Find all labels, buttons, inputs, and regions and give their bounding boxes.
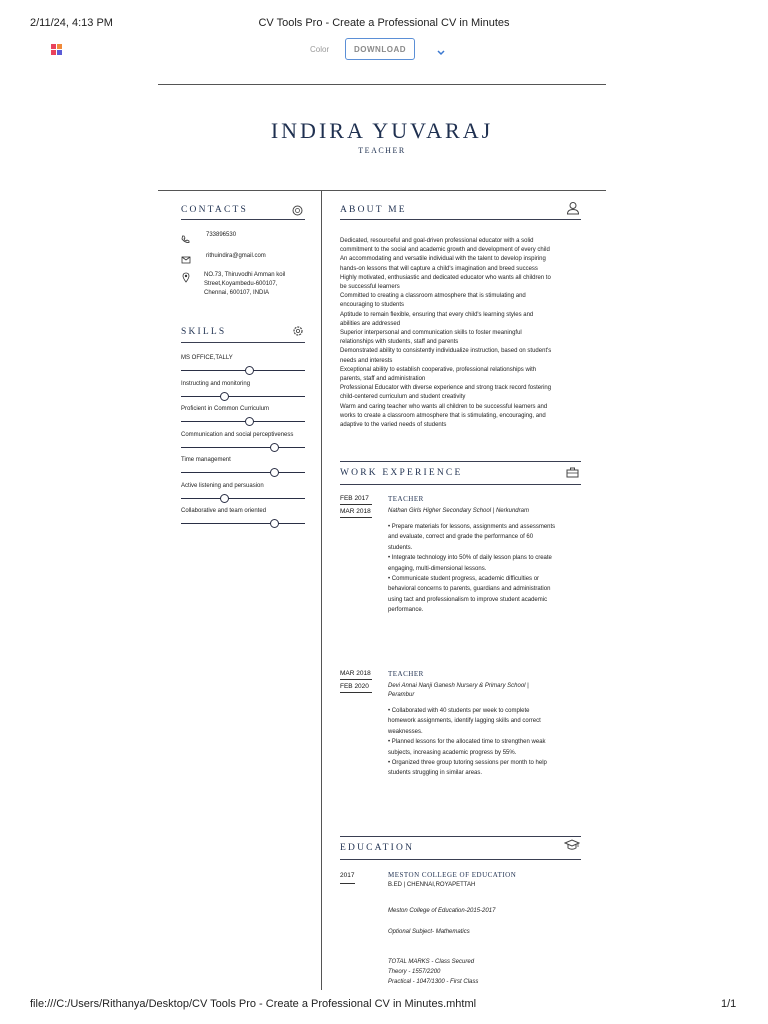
skill-label: Proficient in Common Curriculum — [181, 406, 270, 412]
header-rule — [158, 190, 606, 191]
job-title: TEACHER — [388, 495, 424, 503]
about-line: Exceptional ability to establish cooperative, professional relationships with — [340, 366, 537, 373]
skill-slider-track — [181, 421, 305, 422]
job-bullet-line: • Communicate student progress, academic difficulties or — [388, 576, 540, 583]
job-bullet-line: students struggling in similar areas. — [388, 770, 483, 777]
skill-slider-knob — [220, 392, 229, 401]
date-underline — [340, 504, 372, 505]
job-bullet-line: engaging, multi-dimensional lessons. — [388, 565, 487, 572]
skill-label: Time management — [181, 457, 231, 463]
job-bullet-line: • Integrate technology into 50% of daily lesson plans to create — [388, 555, 552, 562]
job-bullet-line: performance. — [388, 607, 424, 614]
work-rule — [340, 484, 581, 485]
about-line: encouraging to students — [340, 302, 405, 309]
skill-slider-knob — [270, 443, 279, 452]
address-line: NO.73, Thiruvodhi Amman koil — [204, 272, 286, 278]
skill-slider-track — [181, 472, 305, 473]
job-title: TEACHER — [388, 670, 424, 678]
skill-slider-knob — [220, 494, 229, 503]
column-divider — [321, 190, 322, 990]
date-underline — [340, 692, 372, 693]
about-line: Warm and caring teacher who wants all children to be successful learners and — [340, 403, 548, 410]
education-title: EDUCATION — [340, 843, 415, 853]
about-line: be successful learners — [340, 284, 400, 291]
org-line: Perambur — [388, 692, 415, 698]
app-logo-icon — [51, 44, 63, 56]
about-line: Aptitude to remain flexible, ensuring that every child's learning styles and — [340, 311, 534, 318]
job-bullet-line: homework assignments, identify lagging skills and correct — [388, 718, 541, 725]
work-top-rule — [340, 461, 581, 462]
job-bullet-line: behavioral concerns to parents, guardians and administration — [388, 586, 551, 593]
skill-slider-track — [181, 498, 305, 499]
job-bullet-line: weaknesses. — [388, 728, 423, 735]
education-detail: TOTAL MARKS - Class Secured — [388, 959, 475, 965]
email-icon — [181, 251, 191, 269]
contacts-title: CONTACTS — [181, 205, 248, 215]
print-footer-path: file:///C:/Users/Rithanya/Desktop/CV Tools Pro - Create a Professional CV in Minutes.mhtml — [30, 998, 477, 1010]
education-degree: B.ED | CHENNAI,ROYAPETTAH — [388, 882, 476, 888]
about-text — [340, 237, 585, 430]
about-line: adaptive to the varied needs of students — [340, 422, 447, 429]
job-bullet-line: students. — [388, 544, 413, 551]
date-underline — [340, 679, 372, 680]
education-top-rule — [340, 836, 581, 837]
about-line: An accommodating and versatile individual with the talent to develop inspiring — [340, 256, 546, 263]
about-line: child-centered curriculum and student creativity — [340, 394, 466, 401]
about-line: Committed to creating a classroom atmosphere that is stimulating and — [340, 293, 526, 300]
job-end-date: FEB 2020 — [340, 683, 369, 690]
about-line: works to create a classroom atmosphere that is stimulating, encouraging, and — [340, 412, 546, 419]
contact-phone: 733896530 — [206, 232, 237, 238]
contact-email: rithuindira@gmail.com — [206, 253, 266, 259]
about-line: commitment to the social and academic growth and development of every child — [340, 247, 550, 254]
skill-slider-track — [181, 523, 305, 524]
about-line: Dedicated, resourceful and goal-driven professional educator with a solid — [340, 238, 534, 244]
address-line: Chennai, 600107, INDIA — [204, 290, 270, 297]
about-line: Highly motivated, enthusiastic and dedicated educator who wants all children to — [340, 274, 551, 281]
user-icon — [566, 201, 580, 220]
job-bullet-line: • Planned lessons for the allocated time to strengthen weak — [388, 739, 546, 746]
skill-label: Communication and social perceptiveness — [181, 431, 294, 438]
about-line: needs and interests — [340, 357, 393, 364]
resume-role: TEACHER — [358, 146, 406, 155]
resume-name: INDIRA YUVARAJ — [270, 118, 494, 143]
download-button[interactable]: DOWNLOAD — [345, 38, 415, 60]
skill-label: Active listening and persuasion — [181, 482, 264, 489]
org-line: Devi Annai Nanji Ganesh Nursery & Primary School | — [388, 683, 529, 689]
skills-title: SKILLS — [181, 327, 227, 337]
date-underline — [340, 517, 372, 518]
job-bullet-line: • Collaborated with 40 students per week to complete — [388, 708, 530, 714]
skill-slider-track — [181, 447, 305, 448]
job-organization — [388, 682, 529, 700]
skill-slider-knob — [245, 366, 254, 375]
education-detail: Theory - 1557/2200 — [388, 969, 441, 975]
about-line: abilities are addressed — [340, 320, 401, 327]
address-line: Street,Koyambedu-600107, — [204, 281, 278, 288]
education-detail: Practical - 1047/1300 - First Class — [388, 979, 479, 985]
gear-icon — [292, 324, 304, 342]
briefcase-icon — [566, 465, 579, 483]
job-organization: Nathan Girls Higher Secondary School | Nerkundram — [388, 508, 529, 514]
job-bullets — [388, 706, 583, 779]
job-end-date: MAR 2018 — [340, 508, 371, 515]
skill-label: MS OFFICE,TALLY — [181, 355, 233, 361]
job-bullet-line: • Organized three group tutoring sessions per month to help — [388, 760, 547, 767]
skill-slider-knob — [270, 519, 279, 528]
job-start-date: MAR 2018 — [340, 670, 371, 677]
skill-slider-knob — [270, 468, 279, 477]
phone-icon — [181, 231, 190, 249]
contact-address — [204, 271, 285, 299]
color-label[interactable]: Color — [310, 45, 330, 54]
contacts-rule — [181, 219, 305, 220]
education-rule — [340, 859, 581, 860]
print-title: CV Tools Pro - Create a Professional CV in Minutes — [258, 17, 510, 29]
about-line: Demonstrated ability to consistently individualize instruction, based on student's — [340, 348, 552, 355]
job-bullets — [388, 522, 583, 616]
date-underline — [340, 883, 355, 884]
location-icon — [181, 271, 191, 289]
print-page-number: 1/1 — [721, 998, 737, 1010]
top-rule — [158, 84, 606, 85]
about-line: Superior interpersonal and communication skills to foster meaningful — [340, 330, 522, 337]
job-bullet-line: using tact and professionalism to improve student academic — [388, 596, 548, 603]
chevron-down-icon[interactable] — [436, 44, 446, 62]
job-start-date: FEB 2017 — [340, 495, 369, 502]
skill-slider-track — [181, 370, 305, 371]
skill-label: Collaborative and team oriented — [181, 508, 267, 514]
about-line: parents, staff and administration — [340, 376, 426, 383]
skill-slider-track — [181, 396, 305, 397]
skills-rule — [181, 342, 305, 343]
skill-label: Instructing and monitoring — [181, 380, 251, 387]
graduation-cap-icon — [564, 838, 580, 857]
print-datetime: 2/11/24, 4:13 PM — [30, 17, 113, 29]
job-bullet-line: subjects, increasing academic progress by 55%. — [388, 749, 517, 756]
about-line: Professional Educator with diverse experience and strong track record fostering — [340, 385, 552, 392]
about-title: ABOUT ME — [340, 205, 407, 215]
job-bullet-line: • Prepare materials for lessons, assignments and assessments — [388, 524, 556, 530]
work-title: WORK EXPERIENCE — [340, 468, 463, 478]
skill-slider-knob — [245, 417, 254, 426]
job-bullet-line: and evaluate, correct and grade the performance of 60 — [388, 534, 534, 541]
education-detail: Meston College of Education-2015-2017 — [388, 908, 496, 914]
about-line: relationships with students, staff and parents — [340, 339, 459, 346]
education-school: MESTON COLLEGE OF EDUCATION — [388, 871, 517, 879]
about-line: hands-on lessons that will capture a child's imagination and breed success — [340, 265, 538, 272]
education-detail: Optional Subject- Mathematics — [388, 929, 470, 935]
education-year: 2017 — [340, 872, 355, 879]
about-rule — [340, 219, 581, 220]
